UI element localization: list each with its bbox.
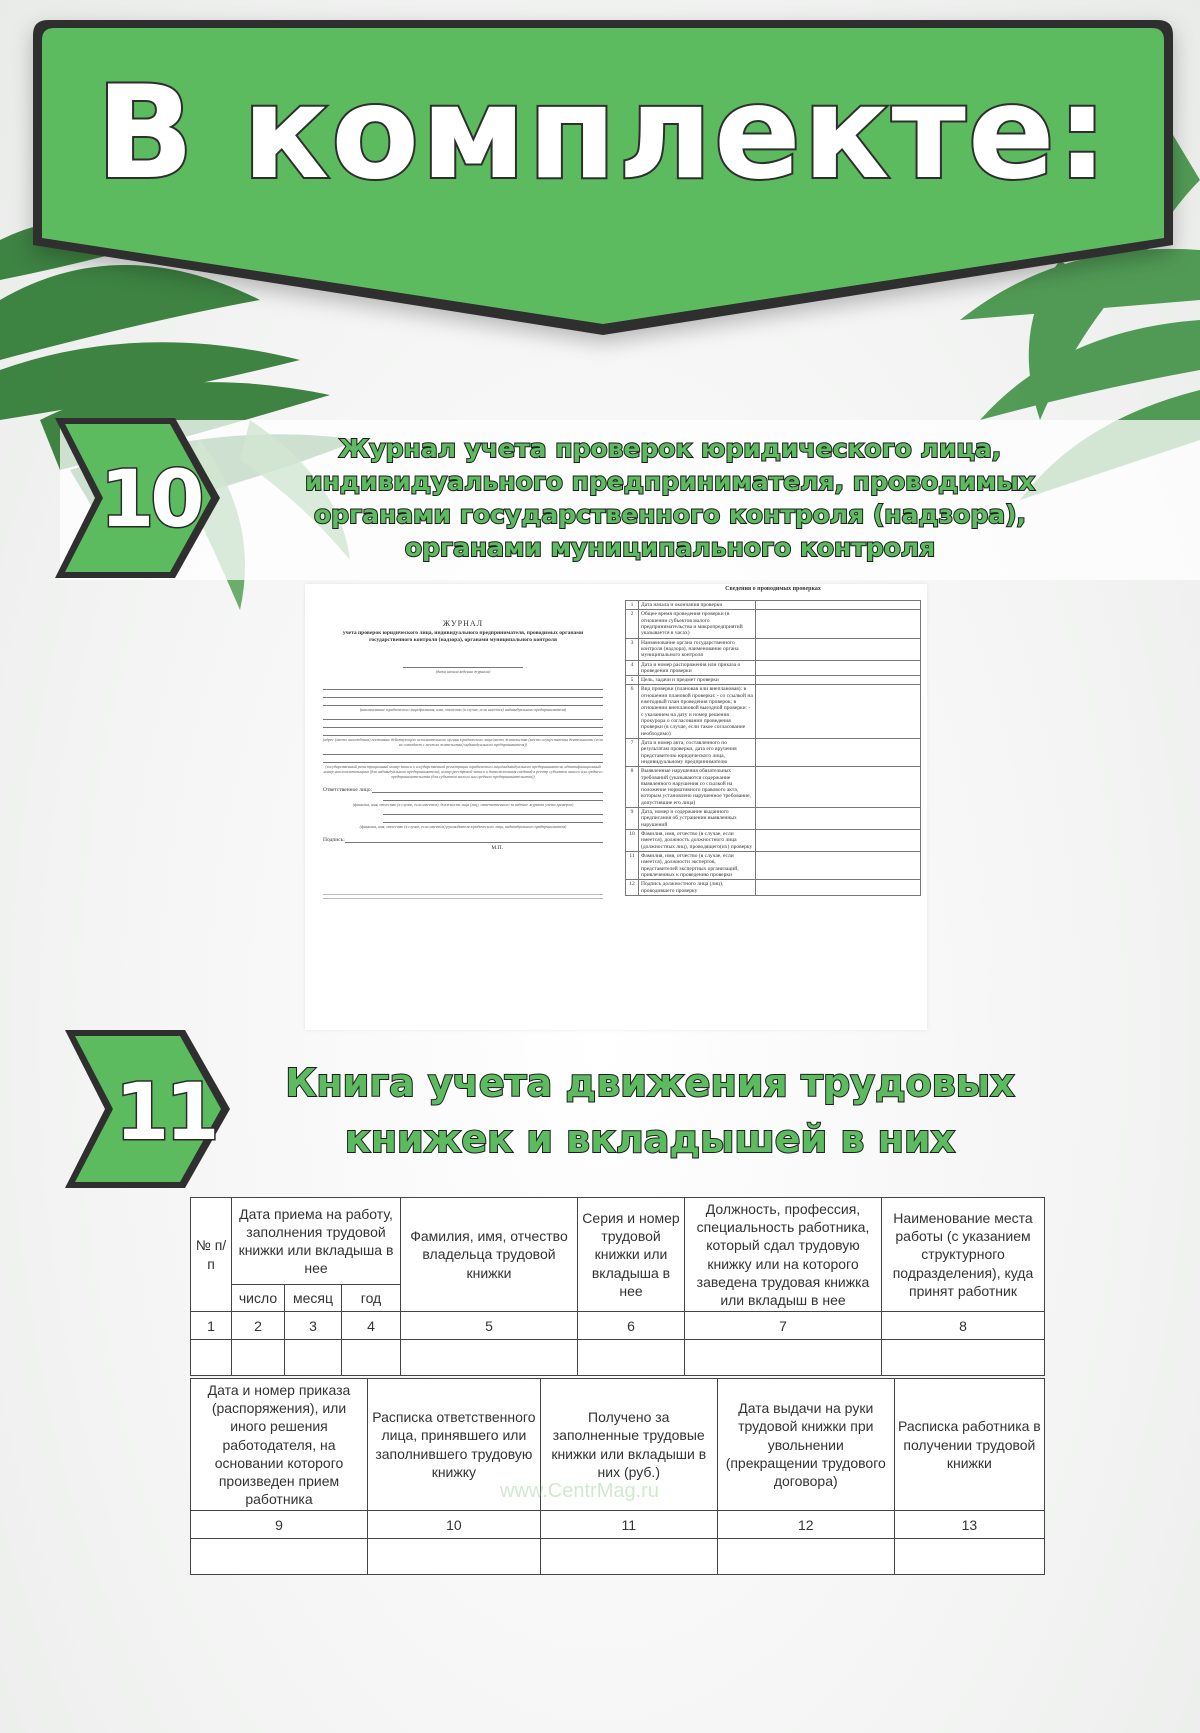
row-number: 10 (626, 830, 639, 852)
column-number: 6 (578, 1312, 685, 1340)
line (383, 815, 603, 823)
table-cell (285, 1340, 342, 1376)
table-row (626, 638, 921, 660)
row-label: Дата начала и окончания проверки (639, 601, 756, 610)
column-header: Фамилия, имя, отчество владельца трудовой книжки (401, 1198, 578, 1312)
subcolumn-header: месяц (285, 1285, 342, 1312)
line (323, 747, 603, 755)
column-number: 1 (191, 1312, 232, 1340)
column-numbers-row (191, 1511, 1045, 1539)
column-number: 10 (368, 1511, 541, 1539)
table-row (626, 660, 921, 676)
column-header: Наименование места работы (с указанием структурного подразделения), куда принят работник (882, 1198, 1045, 1312)
title-line: индивидуального предпринимателя, проводимых (304, 467, 1036, 496)
row-number: 4 (626, 660, 639, 676)
table-cell (401, 1340, 578, 1376)
column-header: Расписка ответственного лица, принявшего или заполнившего трудовую книжку (368, 1379, 541, 1511)
column-header: Расписка работника в получении трудовой книжки (894, 1379, 1044, 1511)
row-value (756, 808, 921, 830)
table-cell (191, 1340, 232, 1376)
caption: (фамилия, имя, отчество (в случае, если имеется), должность лица (лиц), ответственного за ведение журнала учета проверок) (352, 802, 574, 808)
title-line: органами муниципального контроля (404, 533, 936, 562)
table-cell (368, 1539, 541, 1575)
employment-books-table-part2 (190, 1378, 1045, 1575)
table-row (626, 880, 921, 896)
row-number: 12 (626, 880, 639, 896)
section-number: 11 (115, 1068, 216, 1158)
row-value (756, 638, 921, 660)
row-value (756, 767, 921, 808)
line (323, 728, 603, 736)
section-number: 10 (100, 455, 201, 545)
column-number: 5 (401, 1312, 578, 1340)
caption: (фамилия, имя, отчество (в случае, если имеется) руководителя юридического лица, индивидуального предпринимателя) (359, 824, 567, 830)
column-number: 2 (232, 1312, 285, 1340)
section-title (240, 432, 1100, 564)
line (383, 807, 603, 815)
table-cell (717, 1539, 894, 1575)
column-number: 4 (342, 1312, 401, 1340)
row-value (756, 610, 921, 638)
title-line: Журнал учета проверок юридического лица, (338, 434, 1002, 463)
row-label: Вид проверки (плановая или внеплановая): в отношении плановой проверки: - со ссылкой на ежегодный план проведения проверок; в отношении внеплановой выездной проверки: - с указанием на дату и номер решения прокурора о согласовании проведения проверки (в случае, если такое согласование необходимо) (639, 685, 756, 739)
column-numbers-row (191, 1312, 1045, 1340)
row-value (756, 738, 921, 766)
table-row (626, 685, 921, 739)
inspections-table-title: Сведения о проводимых проверках (725, 586, 821, 592)
column-header: Дата и номер приказа (распоряжения), или иного решения работодателя, на основании которого произведен прием работника (191, 1379, 368, 1511)
title-line: органами государственного контроля (надзора), (313, 500, 1027, 529)
column-number: 7 (685, 1312, 882, 1340)
row-value (756, 851, 921, 879)
title-line: Книга учета движения трудовых (285, 1061, 1015, 1105)
column-number: 9 (191, 1511, 368, 1539)
row-label: Выявленные нарушения обязательных требований (указываются содержание выявленного нарушения со ссылкой на положение нормативного правового акта, которым установлено нарушенное требование, допустившие его лица) (639, 767, 756, 808)
row-number: 6 (626, 685, 639, 739)
table-row (626, 610, 921, 638)
stamp-label: М.П. (491, 845, 503, 852)
row-number: 5 (626, 676, 639, 685)
row-value (756, 685, 921, 739)
line (323, 698, 603, 706)
watermark: www.CentrMag.ru (500, 1480, 659, 1502)
employment-books-table-part1 (190, 1197, 1045, 1376)
title-line: книжек и вкладышей в них (344, 1117, 956, 1161)
table-row (626, 808, 921, 830)
row-number: 1 (626, 601, 639, 610)
table-row (626, 676, 921, 685)
table-cell (894, 1539, 1044, 1575)
column-number: 13 (894, 1511, 1044, 1539)
column-header: Получено за заполненные трудовые книжки или вкладыши в них (руб.) (540, 1379, 717, 1511)
subcolumn-header: год (342, 1285, 401, 1312)
row-value (756, 660, 921, 676)
journal-cover-page (323, 619, 603, 899)
signature-label: Подпись: (323, 837, 345, 844)
row-number: 3 (626, 638, 639, 660)
line (323, 690, 603, 698)
table-row (191, 1539, 1045, 1575)
column-number: 12 (717, 1511, 894, 1539)
journal-document-preview (305, 584, 927, 1030)
row-value (756, 830, 921, 852)
responsible-label: Ответственное лицо: (323, 787, 373, 794)
row-label: Дата, номер и содержание выданного предписания об устранении выявленных нарушений (639, 808, 756, 830)
subcolumn-header: число (232, 1285, 285, 1312)
line (383, 793, 603, 801)
column-number: 3 (285, 1312, 342, 1340)
row-value (756, 880, 921, 896)
column-header: Дата приема на работу, заполнения трудовой книжки или вкладыша в нее (232, 1198, 401, 1285)
table-cell (191, 1539, 368, 1575)
row-number: 9 (626, 808, 639, 830)
table-row (626, 830, 921, 852)
row-label: Дата и номер акта, составленного по результатам проверки, дата его вручения представителю юридического лица, индивидуальному предпринимателю (639, 738, 756, 766)
row-label: Наименование органа государственного контроля (надзора), наименование органа муниципального контроля (639, 638, 756, 660)
table-cell (232, 1340, 285, 1376)
table-row (626, 851, 921, 879)
caption: (наименование юридического лица/фамилия, имя, отчество (в случае, если имеется) индивидуального предпринимателя) (359, 707, 567, 713)
line (323, 755, 603, 763)
inspections-table-page (625, 584, 921, 896)
table-cell (540, 1539, 717, 1575)
table-row (626, 738, 921, 766)
caption: (дата начала ведения журнала) (435, 669, 491, 675)
table-row (626, 767, 921, 808)
row-label: Общее время проведения проверки (в отношении субъектов малого предпринимательства и микропредприятий указывается в часах) (639, 610, 756, 638)
column-header: Должность, профессия, специальность работника, который сдал трудовую книжку или на которого заведена трудовая книжка или вкладыш в нее (685, 1198, 882, 1312)
row-label: Дата и номер распоряжения или приказа о проведении проверки (639, 660, 756, 676)
line (403, 660, 523, 668)
line (323, 712, 603, 720)
table-cell (685, 1340, 882, 1376)
caption: (адрес (место нахождения) постоянно действующего исполнительного органа юридического лица/место жительства (место осуществления деятельности (если не совпадает с местом жительства) индивидуального предпринимателя)) (323, 737, 603, 748)
row-value (756, 601, 921, 610)
caption: (государственный регистрационный номер записи о государственной регистрации юридического лица/индивидуального предпринимателя, идентификационный номер налогоплательщика (для индивидуального предпринимателя); номер реестровой записи и дата включения сведений в реестр субъектов малого или среднего предпринимательства (для субъектов малого или среднего предпринимательства)) (323, 764, 603, 780)
inspections-table (625, 600, 921, 896)
row-label: Фамилия, имя, отчество (в случае, если имеется), должности экспертов, представителей экспертных организаций, привлеченных к проведению проверки (639, 851, 756, 879)
table-row (191, 1340, 1045, 1376)
page-title: В комплекте: (96, 59, 1110, 208)
table-cell (342, 1340, 401, 1376)
line (345, 835, 603, 843)
row-label: Фамилия, имя, отчество (в случае, если имеется), должность должностного лица (должностных лиц), проводящего(их) проверку (639, 830, 756, 852)
table-cell (578, 1340, 685, 1376)
journal-title: ЖУРНАЛ (442, 619, 484, 628)
column-header: Серия и номер трудовой книжки или вкладыша в нее (578, 1198, 685, 1312)
section-title (240, 1055, 1060, 1167)
line (323, 682, 603, 690)
footnote-line (323, 895, 603, 899)
column-header: № п/п (191, 1198, 232, 1312)
row-number: 7 (626, 738, 639, 766)
row-number: 2 (626, 610, 639, 638)
row-label: Цель, задачи и предмет проверки (639, 676, 756, 685)
table-cell (882, 1340, 1045, 1376)
row-value (756, 676, 921, 685)
row-label: Подпись должностного лица (лиц), проводившего проверку (639, 880, 756, 896)
row-number: 11 (626, 851, 639, 879)
table-row (626, 601, 921, 610)
column-number: 11 (540, 1511, 717, 1539)
line (323, 720, 603, 728)
column-header: Дата выдачи на руки трудовой книжки при увольнении (прекращении трудового договора) (717, 1379, 894, 1511)
row-number: 8 (626, 767, 639, 808)
journal-subtitle: учета проверок юридического лица, индивидуального предпринимателя, проводимых органами государственного контроля (надзора), органами муниципального контроля (342, 630, 584, 644)
line (372, 785, 603, 793)
column-number: 8 (882, 1312, 1045, 1340)
